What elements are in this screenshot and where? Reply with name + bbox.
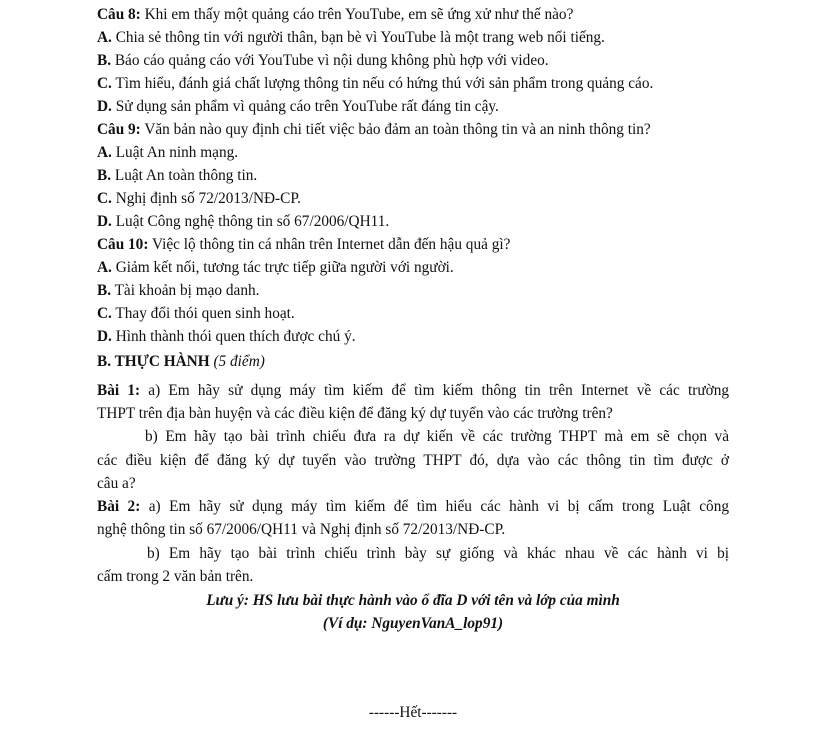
option-text: Sử dụng sản phẩm vì quảng cáo trên YouTube rất đáng tin cậy. xyxy=(111,98,499,115)
section-points: (5 điểm) xyxy=(209,353,265,370)
option-text: Luật An ninh mạng. xyxy=(111,144,239,161)
exercise-1-line-1 xyxy=(97,381,729,401)
option-a xyxy=(97,28,605,48)
option-key: B. xyxy=(97,52,112,69)
exercise-1-line-3: b) Em hãy tạo bài trình chiếu đưa ra dự kiến về các trường THPT mà em sẽ chọn và xyxy=(145,428,729,445)
exercise-label: Bài 1: xyxy=(97,382,141,399)
option-text: Tài khoản bị mạo danh. xyxy=(111,282,260,299)
question-8 xyxy=(97,5,573,25)
section-title: B. THỰC HÀNH xyxy=(97,353,210,370)
option-b xyxy=(97,166,257,186)
option-key: B. xyxy=(97,282,112,299)
option-text: Giảm kết nối, tương tác trực tiếp giữa người với người. xyxy=(111,259,454,276)
option-text: Hình thành thói quen thích được chú ý. xyxy=(111,328,356,345)
option-key: B. xyxy=(97,167,112,184)
question-label: Câu 8: xyxy=(97,6,141,23)
option-key: A. xyxy=(97,144,112,161)
option-a xyxy=(97,258,454,278)
option-d xyxy=(97,97,499,117)
exercise-1-line-5: câu a? xyxy=(97,475,136,492)
option-key: D. xyxy=(97,213,112,230)
question-text: Văn bản nào quy định chi tiết việc bảo đảm an toàn thông tin và an ninh thông tin? xyxy=(140,121,651,138)
section-heading xyxy=(97,352,265,372)
option-key: C. xyxy=(97,305,112,322)
option-key: C. xyxy=(97,190,112,207)
option-text: Luật Công nghệ thông tin số 67/2006/QH11. xyxy=(111,213,390,230)
question-text: Việc lộ thông tin cá nhân trên Internet dẫn đến hậu quả gì? xyxy=(148,236,511,253)
option-text: Thay đổi thói quen sinh hoạt. xyxy=(111,305,295,322)
note-line-2: (Ví dụ: NguyenVanA_lop91) xyxy=(322,615,504,632)
question-label: Câu 9: xyxy=(97,121,141,138)
exercise-1-line-4: các điều kiện để đăng ký dự tuyển vào trường THPT đó, dựa vào các thông tin tìm được ở xyxy=(97,452,729,469)
option-c xyxy=(97,189,301,209)
question-text: Khi em thấy một quảng cáo trên YouTube, em sẽ ứng xử như thế nào? xyxy=(140,6,574,23)
option-key: D. xyxy=(97,98,112,115)
exercise-1-line-2: THPT trên địa bàn huyện và các điều kiện để đăng ký dự tuyển vào các trường trên? xyxy=(97,405,613,422)
option-text: Luật An toàn thông tin. xyxy=(111,167,258,184)
option-key: C. xyxy=(97,75,112,92)
exercise-2-line-1 xyxy=(97,497,729,517)
option-b xyxy=(97,51,549,71)
end-marker: ------Hết------- xyxy=(368,704,458,721)
option-a xyxy=(97,143,238,163)
question-label: Câu 10: xyxy=(97,236,149,253)
option-d xyxy=(97,212,389,232)
exercise-2-line-2: nghệ thông tin số 67/2006/QH11 và Nghị định số 72/2013/NĐ-CP. xyxy=(97,521,506,538)
option-text: Chia sẻ thông tin với người thân, bạn bè vì YouTube là một trang web nổi tiếng. xyxy=(111,29,605,46)
option-text: Báo cáo quảng cáo với YouTube vì nội dung không phù hợp với video. xyxy=(111,52,549,69)
note-line-1: Lưu ý: HS lưu bài thực hành vào ổ đĩa D với tên và lớp của mình xyxy=(206,592,620,609)
exercise-label: Bài 2: xyxy=(97,498,141,515)
exercise-text: a) Em hãy sử dụng máy tìm kiếm để tìm kiếm thông tin trên Internet về các trường xyxy=(140,382,730,399)
exercise-2-line-4: cấm trong 2 văn bản trên. xyxy=(97,568,254,585)
option-key: A. xyxy=(97,29,112,46)
option-c xyxy=(97,304,295,324)
option-key: A. xyxy=(97,259,112,276)
option-c xyxy=(97,74,653,94)
option-text: Tìm hiểu, đánh giá chất lượng thông tin nếu có hứng thú với sản phẩm trong quảng cáo. xyxy=(111,75,654,92)
option-key: D. xyxy=(97,328,112,345)
question-10 xyxy=(97,235,510,255)
question-9 xyxy=(97,120,651,140)
exercise-2-line-3: b) Em hãy tạo bài trình chiếu trình bày sự giống và khác nhau về các hành vi bị xyxy=(147,545,729,562)
exercise-text: a) Em hãy sử dụng máy tìm kiếm để tìm hiểu các hành vi bị cấm trong Luật công xyxy=(140,498,730,515)
option-b xyxy=(97,281,259,301)
option-text: Nghị định số 72/2013/NĐ-CP. xyxy=(111,190,301,207)
option-d xyxy=(97,327,356,347)
